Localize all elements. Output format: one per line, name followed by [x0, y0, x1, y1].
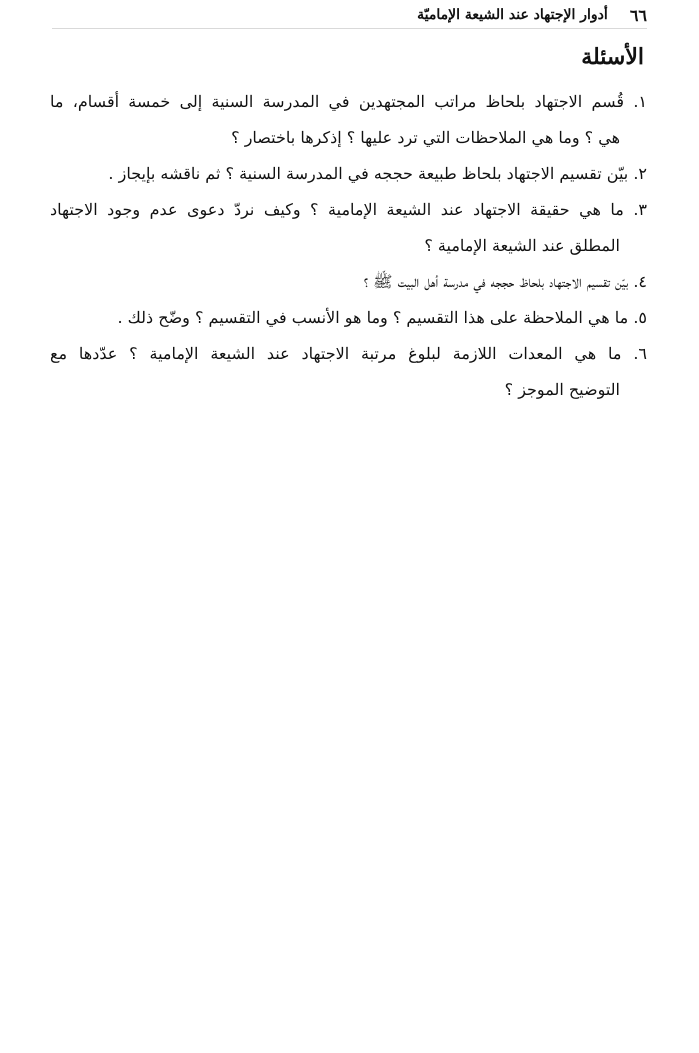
question-line: ٤. بيّن تقسيم الاجتهاد بلحاظ حججه في مدرسة أهل البيت ﷺ ؟: [363, 272, 647, 291]
question-item: [50, 84, 647, 156]
question-line: ٢. بيّن تقسيم الاجتهاد بلحاظ طبيعة حججه في المدرسة السنية ؟ ثم ناقشه بإيجاز .: [108, 164, 647, 183]
question-line: ١. قُسم الاجتهاد بلحاظ مراتب المجتهدين في المدرسة السنية إلى خمسة أقسام، ما: [50, 92, 647, 111]
questions-list: [50, 84, 647, 408]
section-heading: الأسئلة: [581, 44, 644, 70]
question-line: ٦. ما هي المعدات اللازمة لبلوغ مرتبة الاجتهاد عند الشيعة الإمامية ؟ عدّدها مع: [50, 344, 647, 363]
question-line: هي ؟ وما هي الملاحظات التي ترد عليها ؟ إذكرها باختصار ؟: [231, 128, 620, 147]
question-line: التوضيح الموجز ؟: [504, 380, 620, 399]
question-line: ٥. ما هي الملاحظة على هذا التقسيم ؟ وما هو الأنسب في التقسيم ؟ وضّح ذلك .: [117, 308, 647, 327]
question-item: [50, 300, 647, 336]
question-item: [50, 192, 647, 264]
question-line: ٣. ما هي حقيقة الاجتهاد عند الشيعة الإمامية ؟ وكيف نردّ دعوى عدم وجود الاجتهاد: [50, 200, 647, 219]
question-item: [50, 156, 647, 192]
question-item: [50, 264, 647, 300]
running-header: [52, 2, 647, 29]
question-line: المطلق عند الشيعة الإمامية ؟: [424, 236, 620, 255]
question-item: [50, 336, 647, 408]
page-number: ٦٦: [629, 5, 647, 25]
running-header-title: أدوار الإجتهاد عند الشيعة الإماميّة: [417, 7, 608, 23]
